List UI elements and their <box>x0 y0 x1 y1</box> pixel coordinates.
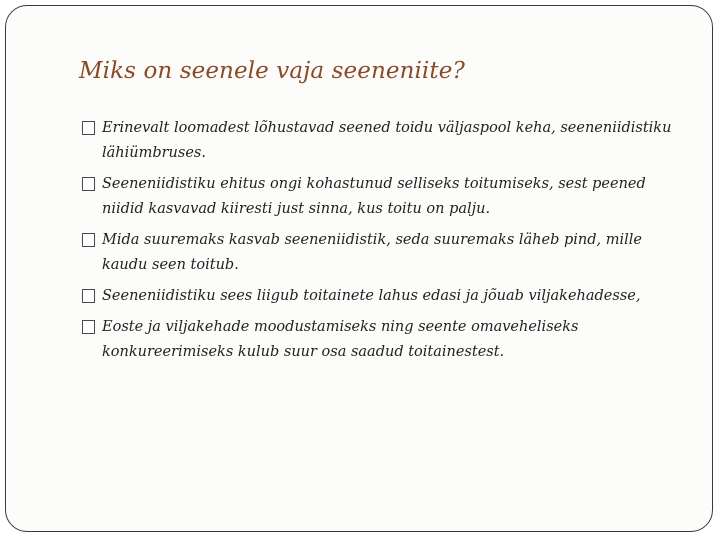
bullet-text: Seeneniidistiku ehitus ongi kohastunud selliseks toitumiseks, sest peened niidid kasvavad kiiresti just sinna, kus toitu on palju. <box>102 176 646 217</box>
bullet-text: Mida suuremaks kasvab seeneniidistik, seda suuremaks läheb pind, mille kaudu seen toitub. <box>102 232 642 273</box>
bullet-text: Erinevalt loomadest lõhustavad seened toidu väljaspool keha, seeneniidistiku lähiümbruses. <box>102 120 672 161</box>
bullet-list <box>80 116 680 371</box>
slide-title: Miks on seenele vaja seeneniite? <box>79 58 465 84</box>
bullet-item <box>80 116 680 166</box>
bullet-item <box>80 315 680 365</box>
square-bullet-icon <box>82 320 95 334</box>
bullet-text: Eoste ja viljakehade moodustamiseks ning seente omaveheliseks konkureerimiseks kulub suur osa saadud toitainestest. <box>102 319 579 360</box>
square-bullet-icon <box>82 121 95 135</box>
square-bullet-icon <box>82 289 95 303</box>
bullet-item <box>80 172 680 222</box>
bullet-text: Seeneniidistiku sees liigub toitainete lahus edasi ja jõuab viljakehadesse, <box>102 288 641 304</box>
square-bullet-icon <box>82 177 95 191</box>
square-bullet-icon <box>82 233 95 247</box>
bullet-item <box>80 284 680 309</box>
bullet-item <box>80 228 680 278</box>
